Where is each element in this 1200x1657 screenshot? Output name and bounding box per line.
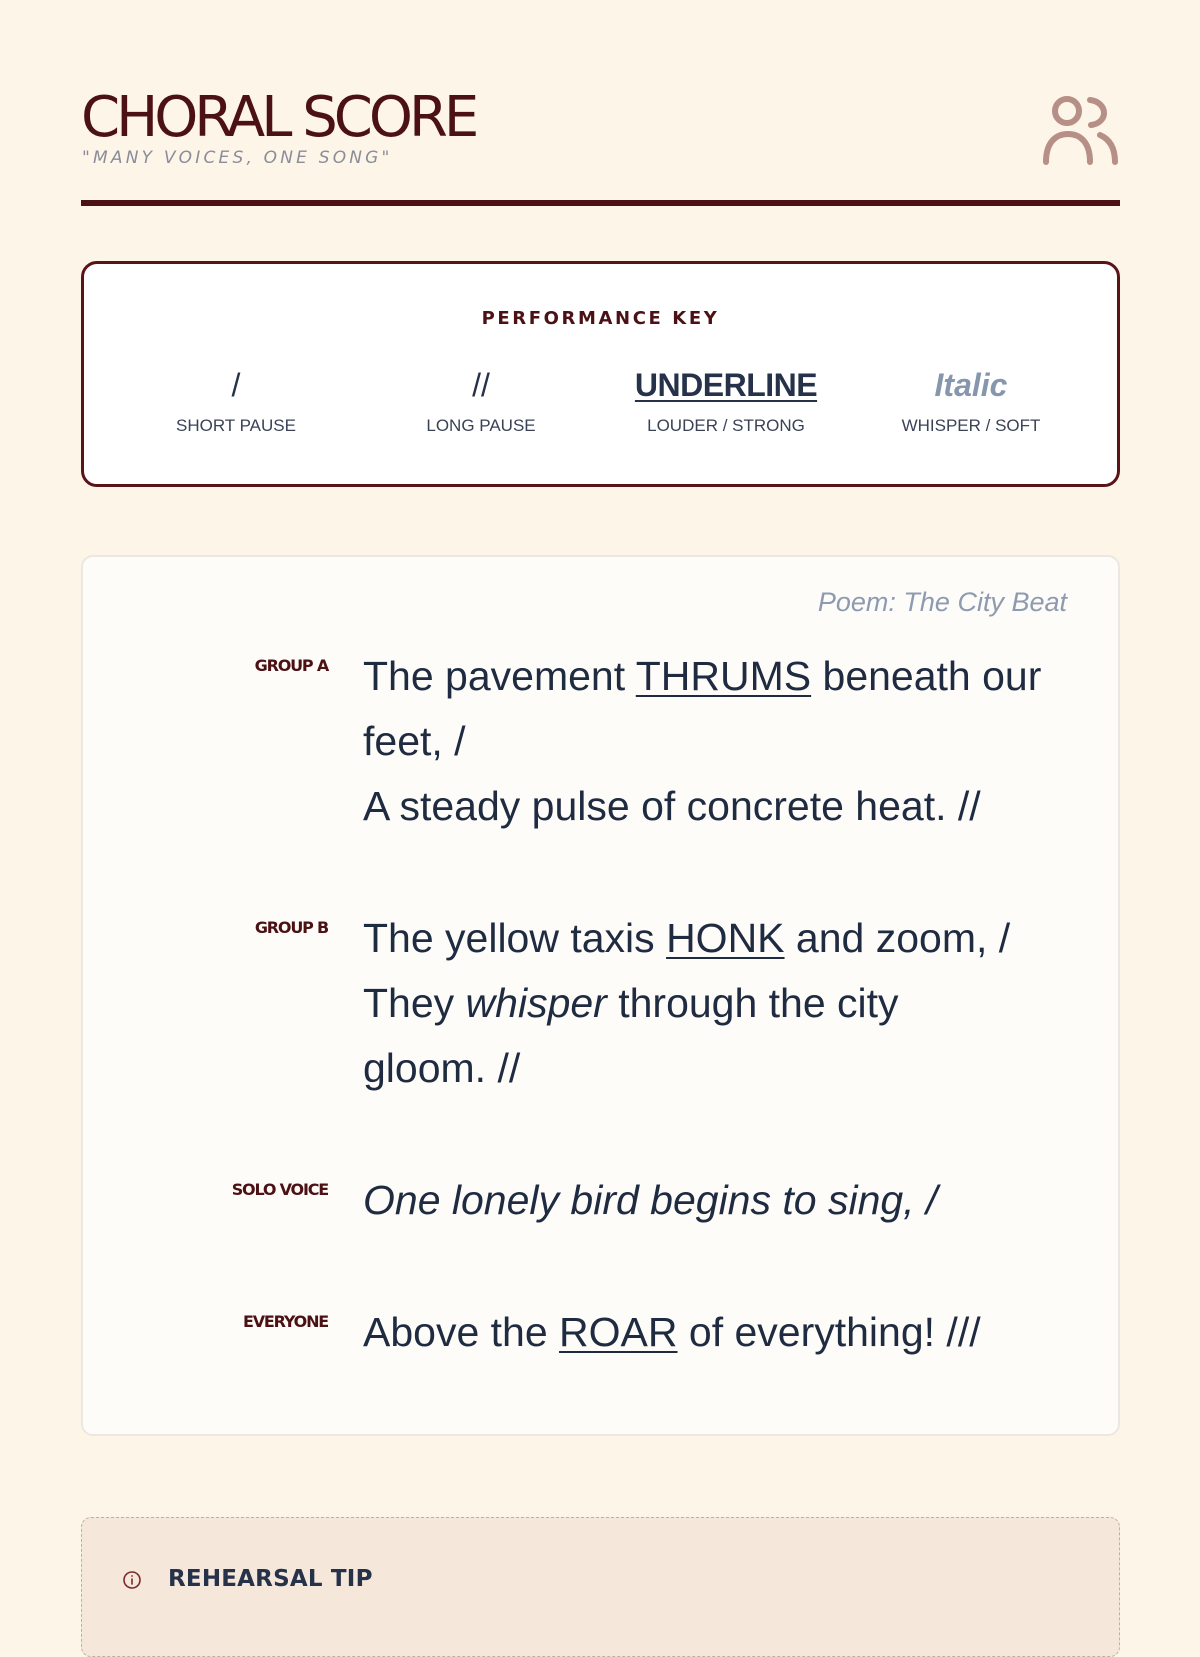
- loud-word: THRUMS: [635, 653, 812, 699]
- stanza-lines: [363, 644, 1083, 839]
- page-header: [81, 84, 1120, 206]
- poem-line: One lonely bird begins to sing, /: [363, 1177, 938, 1223]
- performance-key-title: PERFORMANCE KEY: [481, 308, 720, 329]
- long-pause-caption: LONG PAUSE: [426, 416, 536, 435]
- italic-caption: WHISPER / SOFT: [901, 416, 1041, 435]
- poem-source: Poem: The City Beat: [817, 587, 1067, 617]
- poem-card: [81, 555, 1120, 1436]
- group-label: GROUP A: [254, 656, 328, 675]
- rehearsal-tip-card: [81, 1517, 1120, 1657]
- italic-symbol: Italic: [934, 367, 1008, 403]
- poem-line: A steady pulse of concrete heat. //: [363, 783, 981, 829]
- long-pause-symbol: //: [472, 367, 490, 403]
- users-icon[interactable]: [1042, 92, 1118, 168]
- line-text: and zoom, /: [784, 915, 1011, 961]
- key-item-long-pause: [381, 364, 581, 436]
- stanza-lines: [363, 906, 1083, 1101]
- key-item-short-pause: [136, 364, 336, 436]
- key-item-italic: [871, 364, 1071, 436]
- soft-word: whisper: [465, 980, 607, 1026]
- poem-line: [363, 906, 1083, 971]
- line-text: Above the: [363, 1309, 560, 1355]
- group-label: GROUP B: [254, 918, 328, 937]
- page-subtitle: "MANY VOICES, ONE SONG": [82, 148, 393, 168]
- key-item-underline: [626, 364, 826, 436]
- poem-line: [363, 971, 923, 1101]
- underline-symbol: UNDERLINE: [634, 367, 818, 403]
- loud-word: ROAR: [559, 1309, 678, 1355]
- line-text: of everything! ///: [677, 1309, 981, 1355]
- page-title: CHORAL SCORE: [81, 85, 476, 150]
- stanza-lines: [363, 1168, 1083, 1233]
- line-text: They: [363, 980, 466, 1026]
- short-pause-caption: SHORT PAUSE: [176, 416, 296, 435]
- line-text: beneath our feet, /: [363, 653, 1042, 764]
- short-pause-symbol: /: [231, 367, 241, 403]
- group-label: SOLO VOICE: [231, 1180, 328, 1199]
- line-text: The pavement: [363, 653, 636, 699]
- underline-caption: LOUDER / STRONG: [647, 416, 805, 435]
- loud-word: HONK: [666, 915, 785, 961]
- line-text: through the city gloom. //: [363, 980, 899, 1091]
- group-label: EVERYONE: [242, 1312, 328, 1331]
- info-icon: [122, 1570, 142, 1590]
- stanza-lines: [363, 1300, 1083, 1365]
- rehearsal-tip-title: REHEARSAL TIP: [168, 1566, 373, 1592]
- poem-line: [363, 1300, 1083, 1365]
- header-divider: [81, 200, 1120, 206]
- performance-key-card: [81, 261, 1120, 487]
- line-text: The yellow taxis: [363, 915, 667, 961]
- poem-line: [363, 644, 1083, 774]
